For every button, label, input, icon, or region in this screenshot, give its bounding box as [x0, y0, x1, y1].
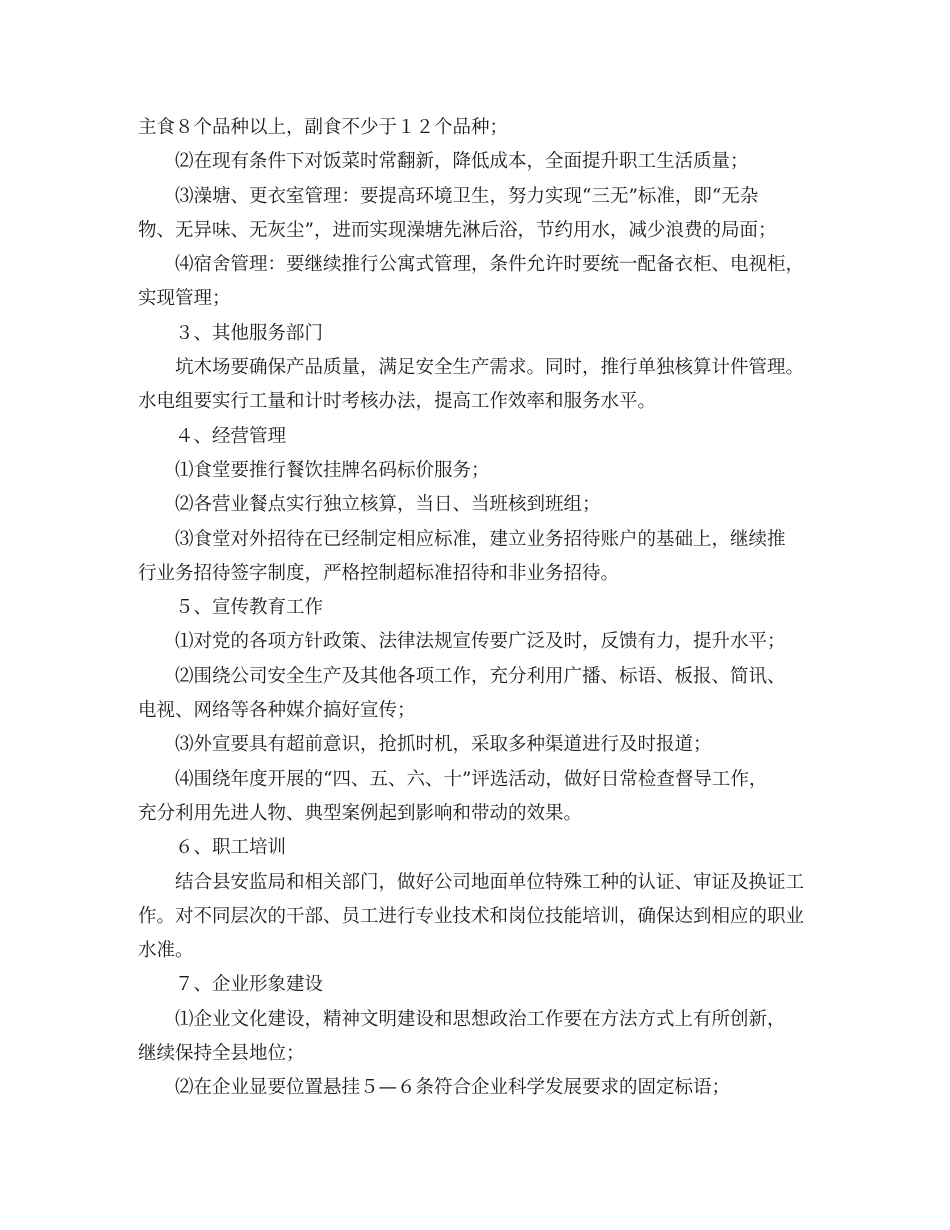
text-line: 坑木场要确保产品质量，满足安全生产需求。同时，推行单独核算计件管理。 — [175, 357, 805, 379]
text-line: 实现管理； — [138, 288, 231, 310]
text-line: ⑵围绕公司安全生产及其他各项工作，充分利用广播、标语、板报、简讯、 — [175, 665, 786, 687]
text-line: 行业务招待签字制度，严格控制超标准招待和非业务招待。 — [138, 562, 620, 584]
text-line: ⑶食堂对外招待在已经制定相应标准，建立业务招待账户的基础上，继续推 — [175, 528, 786, 550]
text-line: ⑴企业文化建设，精神文明建设和思想政治工作要在方法方式上有所创新， — [175, 1008, 786, 1030]
text-line: ７、企业形象建设 — [175, 974, 324, 996]
text-line: ６、职工培训 — [175, 837, 287, 859]
document-body — [138, 111, 828, 1106]
text-line: ⑵在现有条件下对饭菜时常翻新，降低成本，全面提升职工生活质量； — [175, 151, 749, 173]
text-line: ⑷围绕年度开展的“四、五、六、十”评选活动，做好日常检查督导工作， — [175, 768, 768, 790]
text-line: ⑵各营业餐点实行独立核算，当日、当班核到班组； — [175, 494, 601, 516]
text-line: 充分利用先进人物、典型案例起到影响和带动的效果。 — [138, 802, 583, 824]
text-line: ⑴食堂要推行餐饮挂牌名码标价服务； — [175, 459, 490, 481]
text-line: ⑶外宣要具有超前意识，抢抓时机，采取多种渠道进行及时报道； — [175, 734, 712, 756]
text-line: 水准。 — [138, 940, 194, 962]
text-line: 电视、网络等各种媒介搞好宣传； — [138, 700, 416, 722]
text-line: 继续保持全县地位； — [138, 1043, 305, 1065]
text-line: 水电组要实行工量和计时考核办法，提高工作效率和服务水平。 — [138, 391, 657, 413]
text-line: 作。对不同层次的干部、员工进行专业技术和岗位技能培训，确保达到相应的职业 — [138, 905, 805, 927]
text-line: 物、无异味、无灰尘”，进而实现澡塘先淋后浴，节约用水，减少浪费的局面； — [138, 219, 777, 241]
text-line: ⑴对党的各项方针政策、法律法规宣传要广泛及时，反馈有力，提升水平； — [175, 631, 786, 653]
text-line: ５、宣传教育工作 — [175, 597, 324, 619]
text-line: ３、其他服务部门 — [175, 322, 324, 344]
text-line: 主食８个品种以上，副食不少于１２个品种； — [138, 117, 509, 138]
text-line: 结合县安监局和相关部门，做好公司地面单位特殊工种的认证、审证及换证工 — [175, 871, 805, 893]
text-line: ４、经营管理 — [175, 425, 287, 447]
text-line: ⑶澡塘、更衣室管理：要提高环境卫生，努力实现“三无”标准，即“无杂 — [175, 185, 759, 207]
text-line: ⑷宿舍管理：要继续推行公寓式管理，条件允许时要统一配备衣柜、电视柜， — [175, 254, 805, 276]
text-line: ⑵在企业显要位置悬挂５—６条符合企业科学发展要求的固定标语； — [175, 1077, 731, 1099]
